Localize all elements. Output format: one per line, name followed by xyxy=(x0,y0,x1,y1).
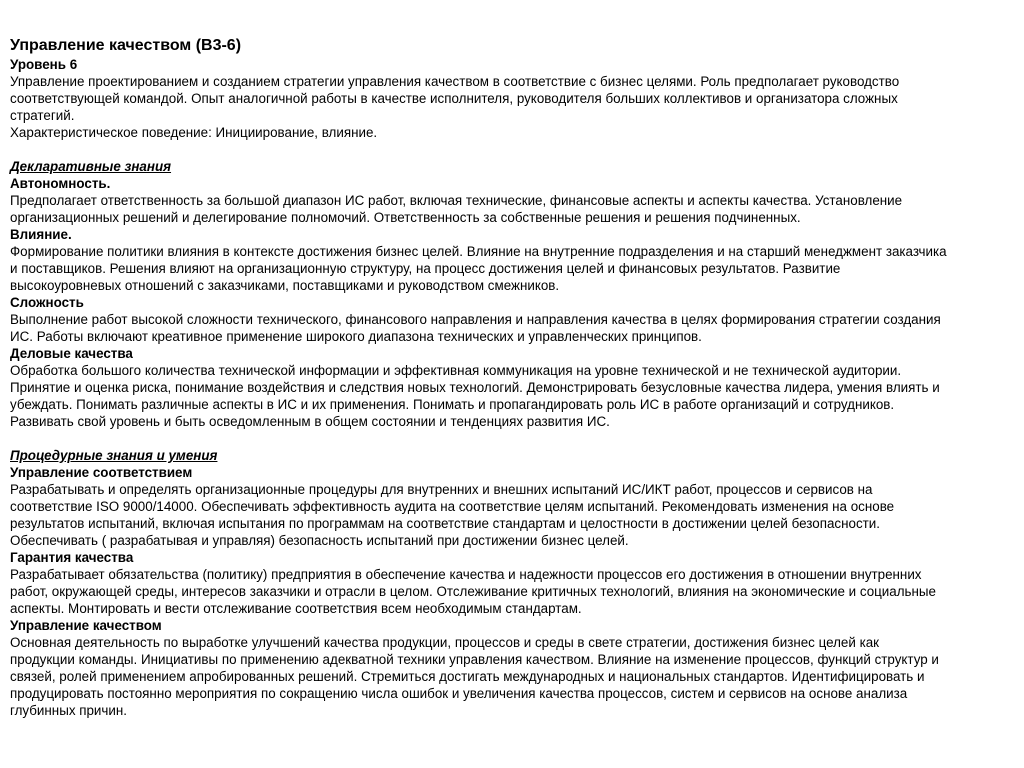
block-line: глубинных причин. xyxy=(10,703,127,718)
business-skills-block xyxy=(10,345,1014,430)
block-line: Выполнение работ высокой сложности технического, финансового направления и направления качества в целях формирования стратегии создания xyxy=(10,312,941,327)
block-line: и поставщиков. Решения влияют на организационную структуру, на процесс достижения целей и финансовых результатов. Развитие xyxy=(10,261,841,276)
block-line: продукции команды. Инициативы по применению адекватной техники управления качеством. Влияние на изменение процессов, функций структур и xyxy=(10,652,939,667)
intro-line: соответствующей командой. Опыт аналогичной работы в качестве исполнителя, руководителя больших коллективов и организатора сложных xyxy=(10,91,898,106)
level-label: Уровень 6 xyxy=(10,57,78,72)
block-line: соответствие ISO 9000/14000. Обеспечивать эффективность аудита на соответствие целям испытаний. Рекомендовать изменения на основе xyxy=(10,499,895,514)
intro-line: Характеристическое поведение: Инициирование, влияние. xyxy=(10,125,378,140)
block-title: Автономность. xyxy=(10,176,111,191)
procedural-section xyxy=(10,447,1014,719)
block-title: Управление качеством xyxy=(10,618,162,633)
document-body xyxy=(10,36,1014,719)
quality-assurance-block xyxy=(10,549,1014,617)
block-line: продуцировать постоянно мероприятия по сокращению числа ошибок и увеличения качества процессов, систем и сервисов на основе анализа xyxy=(10,686,908,701)
block-line: Основная деятельность по выработке улучшений качества продукции, процессов и среды в свете стратегии, достижения бизнес целей как xyxy=(10,635,880,650)
compliance-block xyxy=(10,464,1014,549)
block-line: аспекты. Монтировать и вести отслеживание соответствия всем необходимым стандартам. xyxy=(10,601,582,616)
intro-line: стратегий. xyxy=(10,108,75,123)
block-line: Обработка большого количества технической информации и эффективная коммуникация на уровне технической и не технической аудитории. xyxy=(10,363,902,378)
block-line: убеждать. Понимать различные аспекты в ИС и их применения. Понимать и пропагандировать роль ИС в работе организаций и сотрудников. xyxy=(10,397,895,412)
block-line: связей, ролей применением апробированных решений. Стремиться достигать международных и национальных стандартов. Идентифицировать и xyxy=(10,669,925,684)
block-title: Гарантия качества xyxy=(10,550,134,565)
block-line: Принятие и оценка риска, понимание воздействия и следствия новых технологий. Демонстрировать безусловные качества лидера, умения влиять и xyxy=(10,380,940,395)
block-title: Деловые качества xyxy=(10,346,133,361)
block-line: работ, окружающей среды, интересов заказчики и отрасли в целом. Отслеживание критичных технологий, влияния на экономические и социальные xyxy=(10,584,936,599)
intro-line: Управление проектированием и созданием стратегии управления качеством в соответствие с бизнес целями. Роль предполагает руководство xyxy=(10,74,900,89)
block-line: ИС. Работы включают креативное применение широкого диапазона технических и управленческих принципов. xyxy=(10,329,702,344)
block-line: результатов испытаний, включая испытания по программам на соответствие стандартам и целостности в достижении целей безопасности. xyxy=(10,516,880,531)
block-title: Управление соответствием xyxy=(10,465,193,480)
spacer xyxy=(10,141,1014,158)
spacer xyxy=(10,430,1014,447)
block-title: Влияние. xyxy=(10,227,72,242)
block-line: Разрабатывать и определять организационные процедуры для внутренних и внешних испытаний ИС/ИКТ работ, процессов и сервисов на xyxy=(10,482,873,497)
influence-block xyxy=(10,226,1014,294)
declarative-section xyxy=(10,158,1014,430)
complexity-block xyxy=(10,294,1014,345)
quality-management-block xyxy=(10,617,1014,719)
block-line: Разрабатывает обязательства (политику) предприятия в обеспечение качества и надежности процессов его достижения в отношении внутренних xyxy=(10,567,922,582)
block-line: Формирование политики влияния в контексте достижения бизнес целей. Влияние на внутренние подразделения и на старший менеджмент заказчика xyxy=(10,244,947,259)
document-title: Управление качеством (В3-6) xyxy=(10,37,242,54)
block-title: Сложность xyxy=(10,295,84,310)
procedural-heading: Процедурные знания и умения xyxy=(10,448,218,463)
declarative-heading: Декларативные знания xyxy=(10,159,172,174)
block-line: Развивать свой уровень и быть осведомленным в общем состоянии и тенденциях развития ИС. xyxy=(10,414,610,429)
intro-paragraph xyxy=(10,73,1014,141)
block-line: организационных решений и делегирование полномочий. Ответственность за собственные решения и решения подчиненных. xyxy=(10,210,801,225)
autonomy-block xyxy=(10,175,1014,226)
block-line: Обеспечивать ( разрабатывая и управляя) безопасность испытаний при достижении бизнес целей. xyxy=(10,533,629,548)
block-line: высокоуровневых отношений с заказчиками, поставщиками и руководством смежников. xyxy=(10,278,560,293)
block-line: Предполагает ответственность за большой диапазон ИС работ, включая технические, финансовые аспекты и аспекты качества. Установление xyxy=(10,193,903,208)
